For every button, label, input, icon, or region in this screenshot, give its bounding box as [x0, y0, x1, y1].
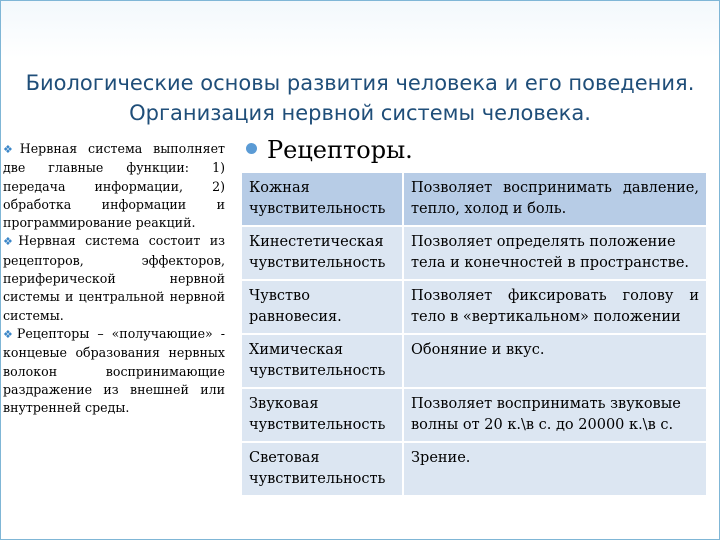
- title-line-2: Организация нервной системы человека.: [129, 101, 591, 125]
- bullet-icon: ❖: [3, 327, 17, 341]
- receptor-description: Позволяет воспринимать звуковые волны от 20 к.\в с. до 20000 к.\в с.: [404, 389, 706, 441]
- title-line-1: Биологические основы развития человека и его поведения.: [25, 71, 695, 95]
- receptors-table: [240, 171, 708, 497]
- circle-bullet-icon: [246, 143, 257, 154]
- table-row: [242, 335, 706, 387]
- table-row: [242, 389, 706, 441]
- receptor-description: Позволяет фиксировать голову и тело в «вертикальном» положении: [404, 281, 706, 333]
- receptor-name: Звуковая чувствительность: [242, 389, 402, 441]
- bullet-icon: ❖: [3, 143, 20, 156]
- left-paragraph-3: ❖Рецепторы – «получающие» - концевые образования нервных волокон воспринимающие раздражение из внешней или внутренней среды.: [3, 325, 225, 416]
- table-row: [242, 281, 706, 333]
- receptor-name: Кожная чувствительность: [242, 173, 402, 225]
- left-text-column: [3, 140, 225, 417]
- table-row: [242, 443, 706, 495]
- receptors-heading: Рецепторы.: [246, 134, 413, 166]
- receptor-name: Световая чувствительность: [242, 443, 402, 495]
- receptor-name: Чувство равновесия.: [242, 281, 402, 333]
- receptor-description: Обоняние и вкус.: [404, 335, 706, 387]
- receptor-description: Зрение.: [404, 443, 706, 495]
- slide-title: [0, 68, 720, 128]
- left-paragraph-1: ❖Нервная система выполняет две главные функции: 1) передача информации, 2) обработка информации и программирование реакций.: [3, 141, 225, 231]
- table-row: [242, 227, 706, 279]
- bullet-icon: ❖: [3, 235, 19, 249]
- left-paragraph-2: ❖Нервная система состоит из рецепторов, эффекторов, периферической нервной системы и центральной нервной системы.: [3, 233, 225, 323]
- receptor-name: Кинестетическая чувствительность: [242, 227, 402, 279]
- table-row: [242, 173, 706, 225]
- receptor-description: Позволяет определять положение тела и конечностей в пространстве.: [404, 227, 706, 279]
- receptor-name: Химическая чувствительность: [242, 335, 402, 387]
- receptor-description: Позволяет воспринимать давление, тепло, холод и боль.: [404, 173, 706, 225]
